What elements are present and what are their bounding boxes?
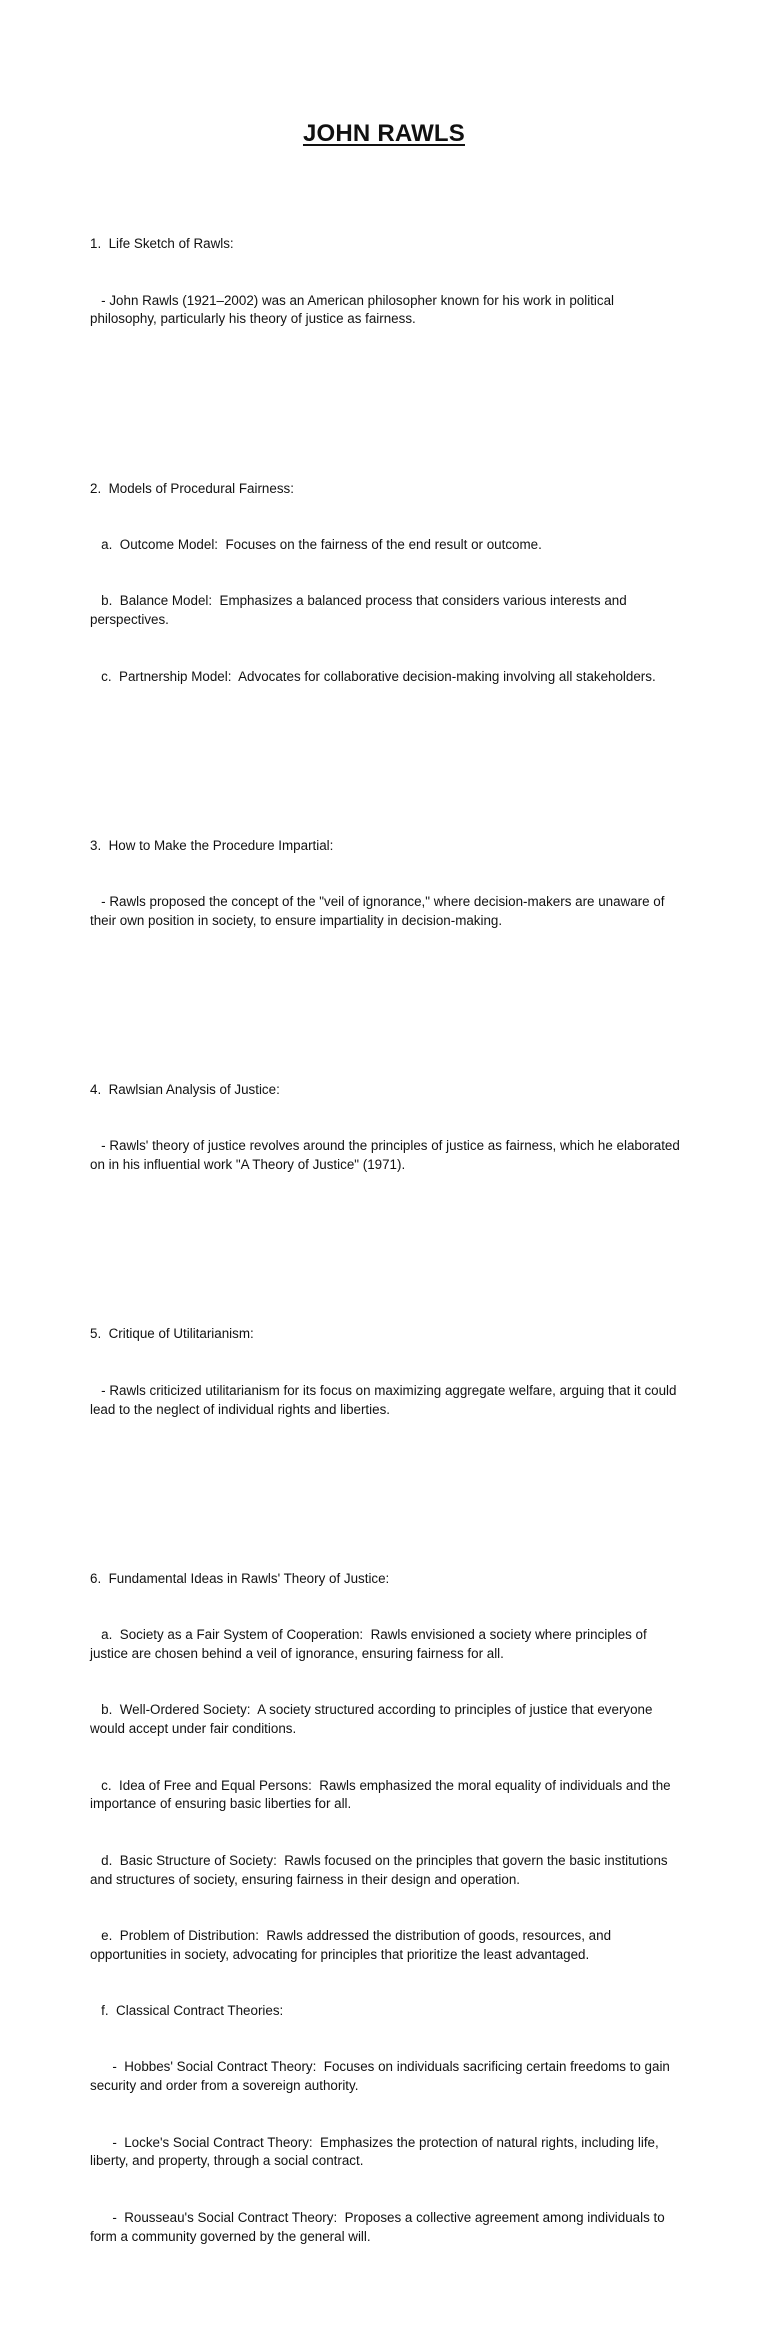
section-text: - John Rawls (1921–2002) was an American philosopher known for his work in political philosophy, particularly his theory of justice as fairness.: [90, 292, 618, 327]
section-text: - Rawls' theory of justice revolves around the principles of justice as fairness, which he elaborated on in his influential work "A Theory of Justice" (1971).: [90, 1138, 684, 1173]
sub-list-item: - Hobbes' Social Contract Theory: Focuses on individuals sacrificing certain freedoms to gain security and order from a sovereign authority.: [90, 2059, 674, 2094]
section-heading: 4. Rawlsian Analysis of Justice:: [90, 1082, 280, 1098]
document-body: [90, 160, 682, 2340]
list-item: e. Problem of Distribution: Rawls addressed the distribution of goods, resources, and opportunities in society, advocating for principles that prioritize the least advantaged.: [90, 1927, 615, 1962]
list-item: c. Idea of Free and Equal Persons: Rawls emphasized the moral equality of individuals and the importance of ensuring basic liberties for all.: [90, 1777, 675, 1812]
list-item: a. Outcome Model: Focuses on the fairness of the end result or outcome.: [90, 536, 542, 552]
sub-list-item: - Locke's Social Contract Theory: Emphasizes the protection of natural rights, including life, liberty, and property, through a social contract.: [90, 2134, 663, 2169]
section-text: - Rawls proposed the concept of the "veil of ignorance," where decision-makers are unaware of their own position in society, to ensure impartiality in decision-making.: [90, 894, 669, 928]
document-title: JOHN RAWLS: [302, 120, 465, 147]
section-procedural-fairness: [90, 442, 682, 724]
section-text: - Rawls criticized utilitarianism for its focus on maximizing aggregate welfare, arguing that it could lead to the neglect of individual rights and liberties.: [90, 1382, 681, 1417]
section-fundamental-ideas: [90, 1532, 682, 2284]
section-utilitarianism-critique: [90, 1288, 682, 1457]
section-heading: 1. Life Sketch of Rawls:: [90, 236, 234, 252]
list-item: a. Society as a Fair System of Cooperation: Rawls envisioned a society where principles of justice are chosen behind a veil of ignorance, ensuring fairness for all.: [90, 1627, 651, 1661]
section-heading: 2. Models of Procedural Fairness:: [90, 480, 294, 496]
section-impartial-procedure: [90, 799, 682, 968]
section-heading: 3. How to Make the Procedure Impartial:: [90, 837, 334, 853]
section-rawlsian-analysis: [90, 1043, 682, 1212]
sub-list-item: - Rousseau's Social Contract Theory: Proposes a collective agreement among individuals to form a community governed by the general will.: [90, 2209, 669, 2244]
list-item: b. Well-Ordered Society: A society structured according to principles of justice that everyone would accept under fair conditions.: [90, 1702, 657, 1737]
section-life-sketch: [90, 198, 682, 367]
section-heading: 5. Critique of Utilitarianism:: [90, 1326, 254, 1342]
section-heading: 6. Fundamental Ideas in Rawls' Theory of Justice:: [90, 1570, 390, 1586]
list-item: c. Partnership Model: Advocates for collaborative decision-making involving all stakeholders.: [90, 668, 656, 684]
list-item: b. Balance Model: Emphasizes a balanced process that considers various interests and perspectives.: [90, 593, 631, 628]
list-item: d. Basic Structure of Society: Rawls focused on the principles that govern the basic institutions and structures of society, ensuring fairness in their design and operation.: [90, 1852, 672, 1887]
list-item: f. Classical Contract Theories:: [90, 2003, 284, 2019]
